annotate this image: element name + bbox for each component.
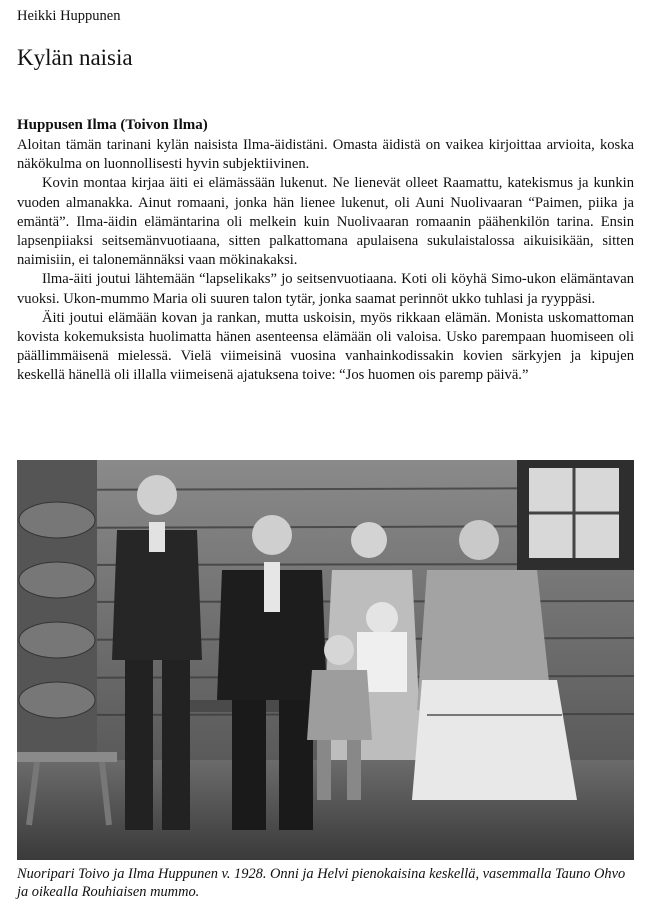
chapter-title: Kylän naisia [17,45,133,70]
article-body [17,136,634,386]
paragraph-2: Kovin montaa kirjaa äiti ei elämässään lukenut. Ne lienevät olleet Raamattu, katekismus ja kunkin vuoden almanakka. Ainut romaani, jonka hän lienee lukenut, oli Auni Nuolivaaran “Paimen, piika ja emäntä”. Ilma-äidin elämäntarina oli melkein kuin Nuolivaaran romaanin päähenkilön tarina. Ensin lapsenpiiaksi seitsemänvuotiaana, sitten palkattomana apulaisena sukulaistalossa aikuisikään, sitten naimisiin, ei talonemännäksi vaan mökinakaksi. [17,175,634,269]
section-heading: Huppusen Ilma (Toivon Ilma) [17,117,208,133]
photo-caption: Nuoripari Toivo ja Ilma Huppunen v. 1928. Onni ja Helvi pienokaisina keskellä, vasemmalla Tauno Ohvo ja oikealla Rouhiaisen mummo. [17,866,626,900]
paragraph-4: Äiti joutui elämään kovan ja rankan, mutta uskoisin, myös rikkaan elämän. Monista uskomattoman kovista kokemuksista huolimatta hänen asenteensa elämään oli valoisa. Usko parempaan huomiseen oli päällimmäisenä mielessä. Vielä viimeisinä vuosina vanhainkodissakin kovien särkyjen ja kipujen keskellä hänellä oli illalla viimeisenä ajatuksena toive: “Jos huomen ois paremp päivä.” [17,309,634,384]
family-photo [17,460,634,860]
paragraph-3: Ilma-äiti joutui lähtemään “lapselikaks” jo seitsenvuotiaana. Koti oli köyhä Simo-ukon elämäntavan vuoksi. Ukon-mummo Maria oli suuren talon tytär, jonka saamat perinnöt ukko tuhlasi ja ryyppäsi. [17,271,634,307]
family-photo-illustration [17,460,634,860]
paragraph-1: Aloitan tämän tarinani kylän naisista Ilma-äidistäni. Omasta äidistä on vaikea kirjoittaa arvioita, koska näkökulma on luonnollisesti hyvin subjektiivinen. [17,137,634,173]
author-name: Heikki Huppunen [17,8,121,24]
